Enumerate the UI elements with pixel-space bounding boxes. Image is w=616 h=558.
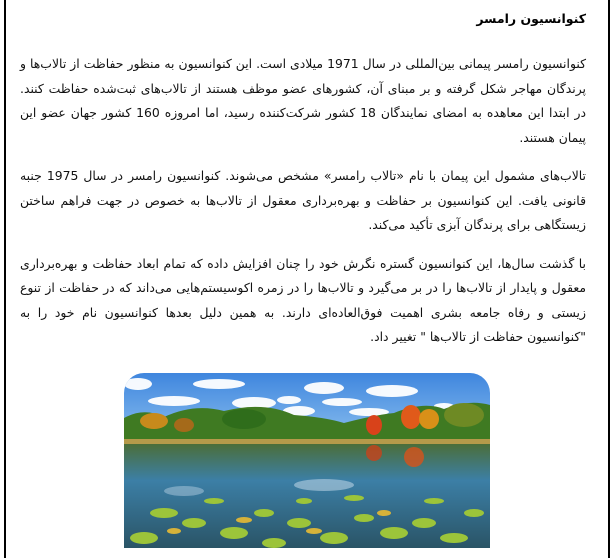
paragraph-3: با گذشت سال‌ها، این کنوانسیون گستره نگرش خود را چنان افزایش داده که تمام ابعاد حفاظت و بهره‌برداری معقول و پایدار از تالاب‌ها را در بر می‌گیرد و تالاب‌ها را در زمره اکوسیستم‌هایی می‌داند که در حفاظت از تنوع زیستی و رفاه جامعه بشری اهمیت فوق‌العاده‌ای دارند. به همین دلیل بعدها کنوانسیون نام خود را به "کنوانسیون حفاظت از تالاب‌ها " تغییر داد. <box>20 255 586 344</box>
wetland-photo <box>124 373 490 548</box>
document-title: کنوانسیون رامسر <box>476 11 586 26</box>
paragraph-2: تالاب‌های مشمول این پیمان با نام «تالاب رامسر» مشخص می‌شوند. کنوانسیون رامسر در سال 1975 جنبه قانونی یافت. این کنوانسیون بر حفاظت و بهره‌برداری معقول از تالاب‌ها به خصوص در جهت فراهم ساختن زیستگاهی برای پرندگان آبزی تأکید می‌کند. <box>20 168 586 232</box>
wetland-landscape-image <box>124 373 490 548</box>
document-content <box>20 0 586 362</box>
paragraph-1: کنوانسیون رامسر پیمانی بین‌المللی در سال 1971 میلادی است. این کنوانسیون به منظور حفاظت از تالاب‌ها و پرندگان مهاجر شکل گرفته و بر مبنای آن، کشورهای عضو موظف هستند از تالاب‌های ثبت‌شده حفاظت کنند. در ابتدا این معاهده به امضای نمایندگان 18 کشور شرکت‌کننده رسید، اما امروزه 160 کشور جهان عضو این پیمان هستند. <box>20 56 586 145</box>
